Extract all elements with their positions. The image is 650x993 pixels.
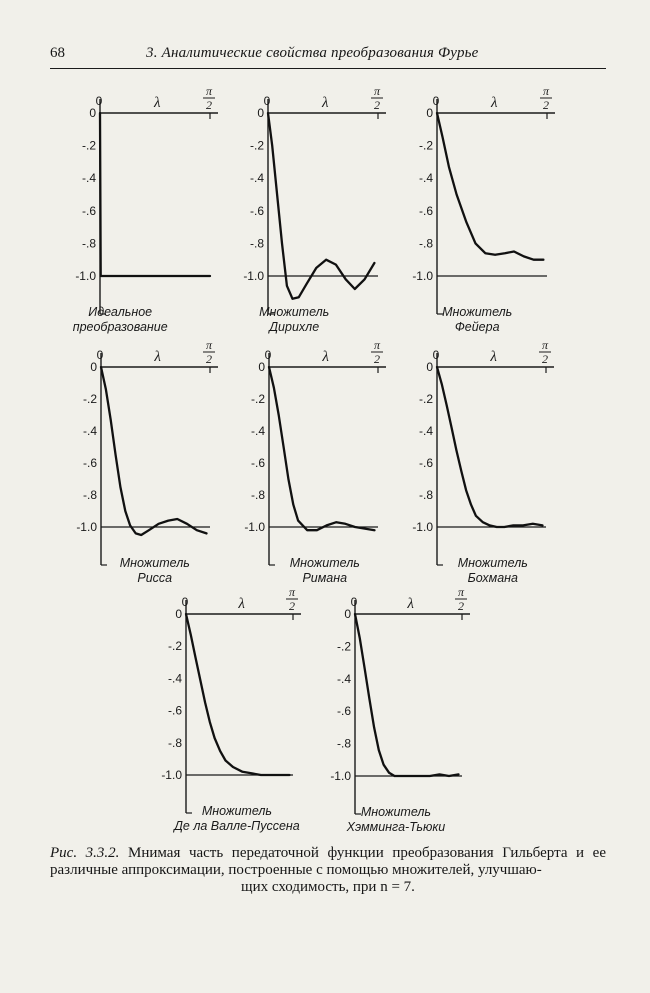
plot-panel-8 [330, 585, 470, 834]
panel-caption-line-2: Рисса [137, 571, 173, 585]
x-tick-label-0: 0 [181, 595, 189, 609]
y-tick-label: -.6 [81, 203, 96, 218]
x-tick-label-0: 0 [263, 94, 271, 108]
x-tick-label-pi: π [541, 338, 549, 352]
y-tick-label: -.6 [167, 703, 182, 718]
y-tick-label: 0 [175, 607, 182, 621]
x-axis-label-lambda: λ [322, 349, 329, 365]
panel-caption-line-1: Множитель [119, 556, 190, 570]
x-tick-label-2: 2 [289, 599, 295, 613]
plot-panel-3 [412, 84, 555, 334]
y-tick-label: -.8 [418, 488, 433, 502]
y-tick-label: -.2 [336, 639, 351, 654]
y-tick-label: -.2 [82, 392, 97, 406]
y-tick-label: -1.0 [244, 520, 265, 534]
y-tick-label: -.2 [250, 392, 265, 406]
series-line [268, 113, 374, 299]
y-tick-label: -.4 [336, 671, 351, 686]
y-tick-label: -1.0 [161, 768, 182, 782]
series-line [269, 367, 375, 530]
y-tick-label: -.6 [82, 456, 97, 470]
x-tick-label-2: 2 [206, 352, 212, 366]
x-tick-label-2: 2 [458, 599, 464, 613]
y-tick-label: 0 [89, 106, 96, 120]
y-tick-label: 0 [257, 106, 264, 120]
y-tick-label: 0 [90, 360, 97, 374]
x-tick-label-0: 0 [350, 595, 358, 609]
y-tick-label: -.4 [249, 171, 264, 186]
panel-caption-line-1: Множитель [289, 556, 360, 570]
y-tick-label: 0 [258, 360, 265, 374]
panel-caption-line-2: Римана [302, 571, 348, 585]
series-line [186, 614, 290, 775]
y-tick-label: -.6 [249, 203, 264, 218]
series-line [101, 367, 207, 535]
x-axis-label-lambda: λ [490, 349, 497, 365]
panel-caption-line-1: Идеальное [88, 305, 153, 319]
x-tick-label-2: 2 [374, 98, 380, 112]
x-tick-label-2: 2 [374, 352, 380, 366]
y-tick-label: -.4 [81, 171, 96, 186]
x-tick-label-2: 2 [542, 352, 548, 366]
y-tick-label: -.2 [81, 138, 96, 153]
x-tick-label-0: 0 [96, 348, 104, 362]
x-axis-label-lambda: λ [321, 95, 329, 111]
x-axis-label-lambda: λ [154, 349, 161, 365]
series-line [355, 614, 459, 776]
series-line [437, 113, 543, 260]
panel-caption-line-1: Множитель [360, 805, 431, 819]
x-tick-label-pi: π [205, 84, 213, 98]
plot-panel-2 [243, 84, 386, 334]
x-tick-label-0: 0 [95, 94, 103, 108]
panel-caption-line-1: Множитель [442, 305, 513, 319]
running-head: 3. Аналитические свойства преобразования Фурье [146, 45, 479, 61]
y-tick-label: -.2 [418, 392, 433, 406]
y-tick-label: -.6 [418, 456, 433, 470]
panel-caption-line-2: Фейера [454, 320, 500, 334]
x-tick-label-0: 0 [432, 94, 440, 108]
caption-lead: Рис. 3.3.2. [50, 845, 120, 861]
plot-panel-7 [161, 585, 301, 833]
y-tick-label: -.6 [418, 203, 433, 218]
caption-tail: щих сходимость, при n = 7. [241, 879, 415, 895]
panel-caption-line-2: Бохмана [467, 571, 518, 585]
y-tick-label: -.6 [336, 704, 351, 719]
series-line [100, 113, 210, 276]
panel-caption-line-1: Множитель [201, 804, 272, 818]
y-tick-label: -.8 [249, 236, 264, 251]
caption-text: Мнимая часть передаточной функции преобразования Гильберта и ее различные аппроксимации, построенные с помощью множителей, улучшаю- [50, 845, 606, 878]
y-tick-label: -.4 [250, 424, 265, 438]
y-tick-label: -.8 [336, 736, 351, 751]
figure-caption [50, 845, 606, 896]
y-tick-label: -1.0 [412, 269, 433, 283]
y-tick-label: -.4 [82, 424, 97, 438]
plot-panel-4 [76, 338, 218, 585]
y-tick-label: -.4 [418, 171, 433, 186]
series-line [437, 367, 543, 527]
y-tick-label: -1.0 [75, 269, 96, 283]
x-axis-label-lambda: λ [490, 95, 498, 111]
y-tick-label: -.2 [167, 639, 182, 654]
plot-panel-1 [73, 84, 218, 334]
y-tick-label: -1.0 [412, 520, 433, 534]
x-tick-label-2: 2 [206, 98, 212, 112]
y-tick-label: -1.0 [330, 769, 351, 783]
y-tick-label: -.8 [82, 488, 97, 502]
y-tick-label: -.6 [250, 456, 265, 470]
x-tick-label-2: 2 [543, 98, 549, 112]
y-tick-label: -1.0 [243, 269, 264, 283]
plot-panel-6 [412, 338, 554, 585]
x-tick-label-pi: π [288, 585, 296, 599]
y-tick-label: -.2 [249, 138, 264, 153]
x-tick-label-pi: π [457, 585, 465, 599]
x-axis-label-lambda: λ [153, 95, 161, 111]
y-tick-label: -1.0 [76, 520, 97, 534]
panel-caption-line-1: Множитель [259, 305, 330, 319]
y-tick-label: 0 [426, 360, 433, 374]
plot-panel-5 [244, 338, 386, 585]
x-axis-label-lambda: λ [238, 596, 245, 612]
x-tick-label-pi: π [542, 84, 550, 98]
panel-caption-line-2: преобразование [72, 320, 168, 334]
y-tick-label: -.8 [81, 236, 96, 251]
x-tick-label-0: 0 [264, 348, 272, 362]
x-tick-label-pi: π [205, 338, 213, 352]
y-tick-label: -.2 [418, 138, 433, 153]
x-tick-label-pi: π [373, 338, 381, 352]
panel-caption-line-2: Дирихле [269, 320, 320, 334]
x-tick-label-0: 0 [432, 348, 440, 362]
y-tick-label: -.4 [418, 424, 433, 438]
y-tick-label: 0 [426, 106, 433, 120]
y-tick-label: -.4 [167, 671, 182, 686]
x-axis-label-lambda: λ [407, 596, 414, 612]
page-number: 68 [50, 45, 65, 61]
x-tick-label-pi: π [373, 84, 381, 98]
y-tick-label: 0 [344, 607, 351, 621]
y-tick-label: -.8 [167, 735, 182, 750]
y-tick-label: -.8 [250, 488, 265, 502]
panel-caption-line-2: Хэмминга-Тьюки [346, 820, 446, 834]
panel-caption-line-2: Де ла Валле-Пуссена [174, 819, 300, 833]
panel-caption-line-1: Множитель [457, 556, 528, 570]
y-tick-label: -.8 [418, 236, 433, 251]
